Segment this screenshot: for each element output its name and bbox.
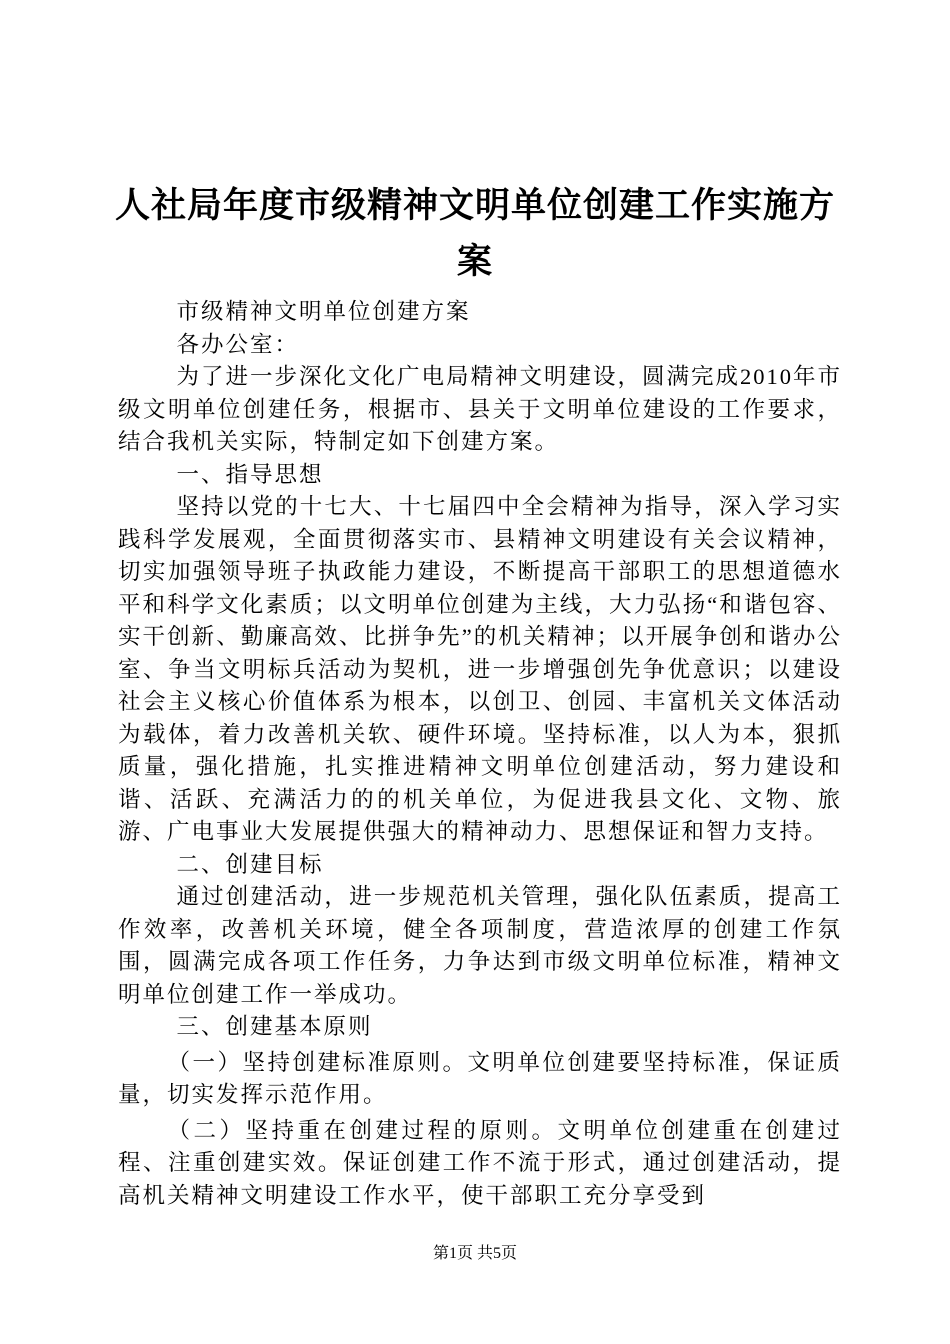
section-heading-principles: 三、创建基本原则: [176, 1014, 373, 1039]
paragraph-principle-2: （二）坚持重在创建过程的原则。文明单位创建重在创建过程、注重创建实效。保证创建工作不流于形式，通过创建活动，提高机关精神文明建设工作水平，使干部职工充分享受到: [118, 1117, 842, 1208]
section-heading-goals: 二、创建目标: [176, 851, 324, 877]
title-line-1: 人社局年度市级精神文明单位创建工作实施方: [114, 185, 835, 226]
paragraph-salutation: 各办公室：: [176, 331, 300, 357]
paragraph-subtitle: 市级精神文明单位创建方案: [176, 299, 471, 324]
paragraph-intro: 为了进一步深化文化广电局精神文明建设，圆满完成2010年市级文明单位创建任务，根据市、县关于文明单位建设的工作要求，结合我机关实际，特制定如下创建方案。: [118, 364, 843, 454]
page-footer: 第1页 共5页: [432, 1245, 517, 1262]
paragraph-principle-1: （一）坚持创建标准原则。文明单位创建要坚持标准，保证质量，切实发挥示范作用。: [118, 1049, 842, 1107]
paragraph-guiding-thought: 坚持以党的十七大、十七届四中全会精神为指导，深入学习实践科学发展观，全面贯彻落实市、县精神文明建设有关会议精神，切实加强领导班子执政能力建设，不断提高干部职工的思想道德水平和科学文化素质；以文明单位创建为主线，大力弘扬“和谐包容、实干创新、勤廉高效、比拼争先”的机关精神；以开展争创和谐办公室、争当文明标兵活动为契机，进一步增强创先争优意识；以建设社会主义核心价值体系为根本，以创卫、创园、丰富机关文体活动为载体，着力改善机关软、硬件环境。坚持标准，以人为本，狠抓质量，强化措施，扎实推进精神文明单位创建活动，努力建设和谐、活跃、充满活力的的机关单位，为促进我县文化、文物、旅游、广电事业大发展提供强大的精神动力、思想保证和智力支持。: [118, 494, 842, 844]
document-body: [118, 296, 842, 1212]
paragraph-goals: 通过创建活动，进一步规范机关管理，强化队伍素质，提高工作效率，改善机关环境，健全各项制度，营造浓厚的创建工作氛围，圆满完成各项工作任务，力争达到市级文明单位标准，精神文明单位创建工作一举成功。: [118, 884, 842, 1007]
title-line-2: 案: [456, 241, 493, 282]
document-title: [110, 178, 840, 290]
section-heading-guiding-thought: 一、指导思想: [176, 461, 324, 487]
